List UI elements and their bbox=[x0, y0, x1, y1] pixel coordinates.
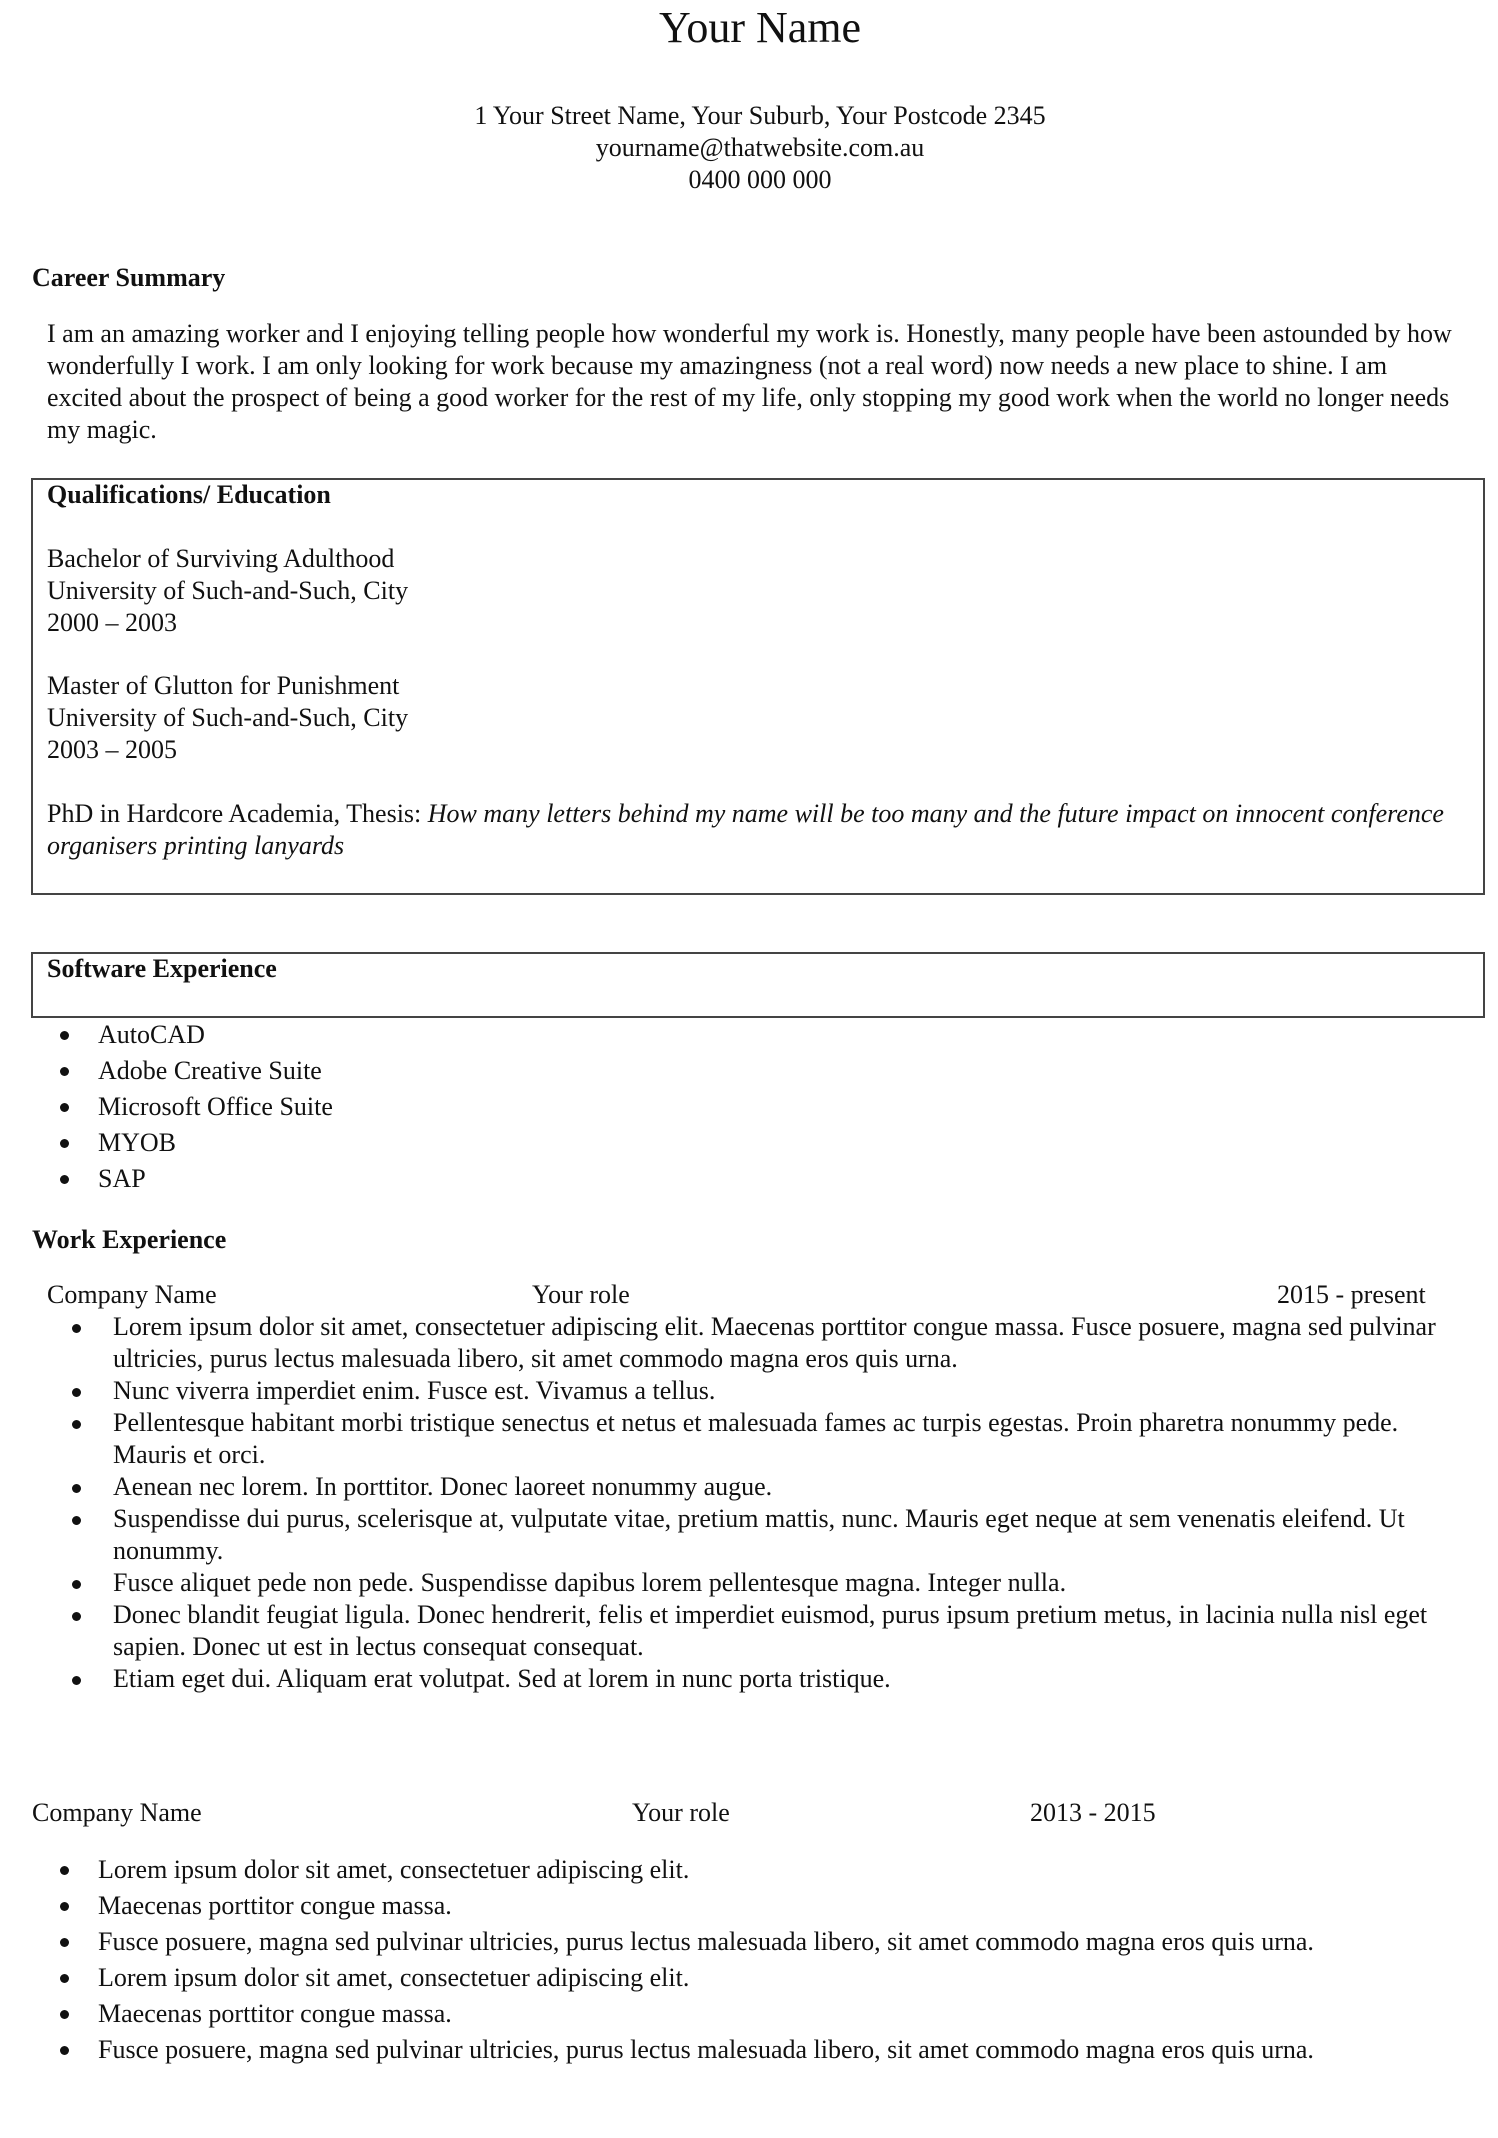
list-item: Pellentesque habitant morbi tristique senectus et netus et malesuada fames ac turpis egestas. Proin pharetra nonummy pede. Mauris et orci. bbox=[0, 1407, 1460, 1471]
list-item: Adobe Creative Suite bbox=[0, 1053, 800, 1089]
list-item: Lorem ipsum dolor sit amet, consectetuer adipiscing elit. Maecenas porttitor congue massa. Fusce posuere, magna sed pulvinar ultricies, purus lectus malesuada libero, sit amet commodo magna eros quis urna. bbox=[0, 1311, 1460, 1375]
education-heading: Qualifications/ Education bbox=[47, 480, 331, 509]
contact-address: 1 Your Street Name, Your Suburb, Your Postcode 2345 bbox=[474, 101, 1046, 130]
degree-2-title: Master of Glutton for Punishment bbox=[47, 671, 400, 700]
career-summary-text: I am an amazing worker and I enjoying telling people how wonderful my work is. Honestly, many people have been astounded by how wonderfully I work. I am only looking for work because my amazingness (not a real word) now needs a new place to shine. I am excited about the prospect of being a good worker for the rest of my life, only stopping my good work when the world no longer needs my magic. bbox=[47, 319, 1452, 444]
bullet-icon bbox=[60, 1103, 69, 1112]
contact-phone: 0400 000 000 bbox=[688, 165, 832, 194]
bullet-icon bbox=[72, 1676, 81, 1685]
list-item: Microsoft Office Suite bbox=[0, 1089, 800, 1125]
job-2-dates: 2013 - 2015 bbox=[1030, 1798, 1156, 1827]
bullet-icon bbox=[60, 1938, 69, 1947]
phd-title: PhD in Hardcore Academia, Thesis: bbox=[47, 799, 428, 828]
bullet-icon bbox=[72, 1612, 81, 1621]
degree-1-title: Bachelor of Surviving Adulthood bbox=[47, 544, 395, 573]
job-2-role: Your role bbox=[632, 1798, 730, 1827]
bullet-icon bbox=[60, 1866, 69, 1875]
bullet-icon bbox=[60, 1974, 69, 1983]
phd-thesis: How many letters behind my name will be too many and the future impact on innocent conference organisers printing lanyards bbox=[47, 799, 1444, 860]
contact-email: yourname@thatwebsite.com.au bbox=[595, 133, 925, 162]
career-summary-heading: Career Summary bbox=[32, 263, 226, 292]
list-item: Lorem ipsum dolor sit amet, consectetuer adipiscing elit. bbox=[0, 1960, 1460, 1996]
bullet-icon bbox=[72, 1484, 81, 1493]
bullet-icon bbox=[72, 1388, 81, 1397]
resume-name: Your Name bbox=[658, 3, 862, 52]
list-item: Suspendisse dui purus, scelerisque at, vulputate vitae, pretium mattis, nunc. Mauris eget neque at sem venenatis eleifend. Ut nonummy. bbox=[0, 1503, 1460, 1567]
list-item: Fusce aliquet pede non pede. Suspendisse dapibus lorem pellentesque magna. Integer nulla. bbox=[0, 1567, 1460, 1599]
bullet-icon bbox=[60, 1902, 69, 1911]
software-heading: Software Experience bbox=[47, 954, 277, 983]
bullet-icon bbox=[60, 2010, 69, 2019]
bullet-icon bbox=[72, 1516, 81, 1525]
work-heading: Work Experience bbox=[32, 1225, 227, 1254]
job-1-role: Your role bbox=[532, 1280, 630, 1309]
list-item: SAP bbox=[0, 1161, 800, 1197]
bullet-icon bbox=[60, 1139, 69, 1148]
bullet-icon bbox=[60, 1031, 69, 1040]
bullet-icon bbox=[60, 1067, 69, 1076]
bullet-icon bbox=[60, 2046, 69, 2055]
job-1-company: Company Name bbox=[47, 1280, 217, 1309]
degree-2-institution: University of Such-and-Such, City bbox=[47, 703, 409, 732]
list-item: Nunc viverra imperdiet enim. Fusce est. Vivamus a tellus. bbox=[0, 1375, 1460, 1407]
degree-2-years: 2003 – 2005 bbox=[47, 735, 177, 764]
list-item: AutoCAD bbox=[0, 1017, 800, 1053]
list-item: Fusce posuere, magna sed pulvinar ultricies, purus lectus malesuada libero, sit amet commodo magna eros quis urna. bbox=[0, 2032, 1460, 2068]
list-item: Aenean nec lorem. In porttitor. Donec laoreet nonummy augue. bbox=[0, 1471, 1460, 1503]
job-1-dates: 2015 - present bbox=[1277, 1280, 1426, 1309]
degree-1-years: 2000 – 2003 bbox=[47, 608, 177, 637]
job-1-bullets bbox=[0, 1311, 1460, 1695]
software-list bbox=[0, 1017, 800, 1197]
list-item: Lorem ipsum dolor sit amet, consectetuer adipiscing elit. bbox=[0, 1852, 1460, 1888]
list-item: Maecenas porttitor congue massa. bbox=[0, 1996, 1460, 2032]
bullet-icon bbox=[72, 1324, 81, 1333]
job-2-company: Company Name bbox=[32, 1798, 202, 1827]
bullet-icon bbox=[72, 1580, 81, 1589]
bullet-icon bbox=[60, 1175, 69, 1184]
list-item: Etiam eget dui. Aliquam erat volutpat. Sed at lorem in nunc porta tristique. bbox=[0, 1663, 1460, 1695]
degree-1-institution: University of Such-and-Such, City bbox=[47, 576, 409, 605]
list-item: Fusce posuere, magna sed pulvinar ultricies, purus lectus malesuada libero, sit amet commodo magna eros quis urna. bbox=[0, 1924, 1460, 1960]
job-2-bullets bbox=[0, 1852, 1460, 2068]
list-item: Maecenas porttitor congue massa. bbox=[0, 1888, 1460, 1924]
list-item: Donec blandit feugiat ligula. Donec hendrerit, felis et imperdiet euismod, purus ipsum pretium metus, in lacinia nulla nisl eget sapien. Donec ut est in lectus consequat consequat. bbox=[0, 1599, 1460, 1663]
list-item: MYOB bbox=[0, 1125, 800, 1161]
bullet-icon bbox=[72, 1420, 81, 1429]
phd-entry bbox=[47, 798, 1467, 862]
